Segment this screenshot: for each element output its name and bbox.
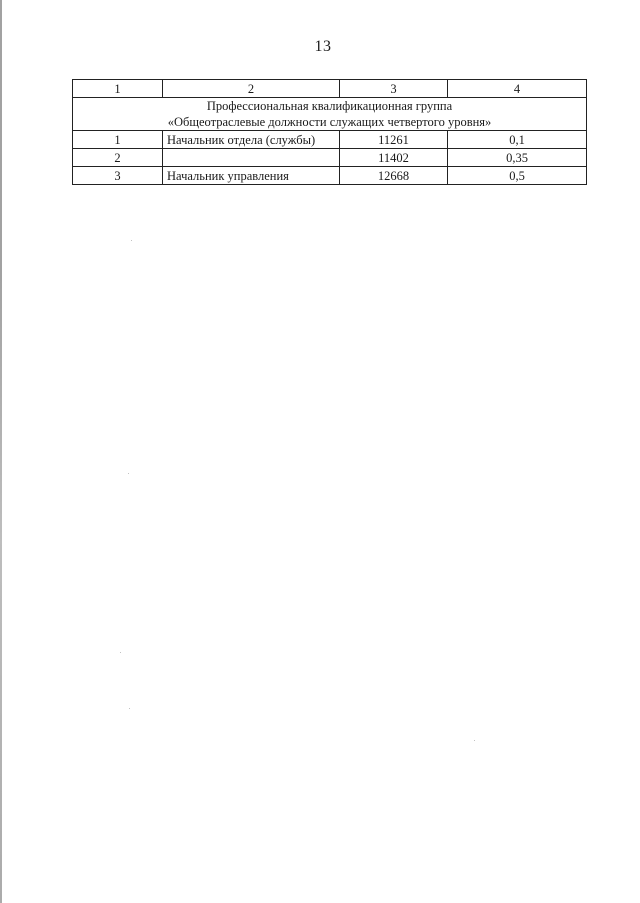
group-title-line-2: «Общеотраслевые должности служащих четвертого уровня» [167,115,492,129]
table-row [73,149,587,167]
coefficient-cell: 0,5 [448,167,587,185]
group-title-cell [73,98,587,131]
position-cell [163,149,340,167]
table-row [73,131,587,149]
scan-speck [128,473,129,474]
coefficient-cell: 0,35 [448,149,587,167]
header-cell-2: 2 [163,80,340,98]
header-cell-4: 4 [448,80,587,98]
table-header-row [73,80,587,98]
level-cell: 1 [73,131,163,149]
level-cell: 2 [73,149,163,167]
scan-speck [131,240,132,241]
scan-speck [474,740,475,741]
position-cell: Начальник управления [163,167,340,185]
position-cell: Начальник отдела (службы) [163,131,340,149]
page-number: 13 [314,38,332,55]
scan-edge [0,0,2,903]
qualification-table [72,79,587,185]
group-title-row [73,98,587,131]
scan-speck [129,708,130,709]
salary-cell: 11261 [340,131,448,149]
level-cell: 3 [73,167,163,185]
group-title-line-1: Профессиональная квалификационная группа [206,99,453,113]
scan-speck [120,652,121,653]
header-cell-1: 1 [73,80,163,98]
coefficient-cell: 0,1 [448,131,587,149]
header-cell-3: 3 [340,80,448,98]
salary-cell: 11402 [340,149,448,167]
salary-cell: 12668 [340,167,448,185]
table-row [73,167,587,185]
